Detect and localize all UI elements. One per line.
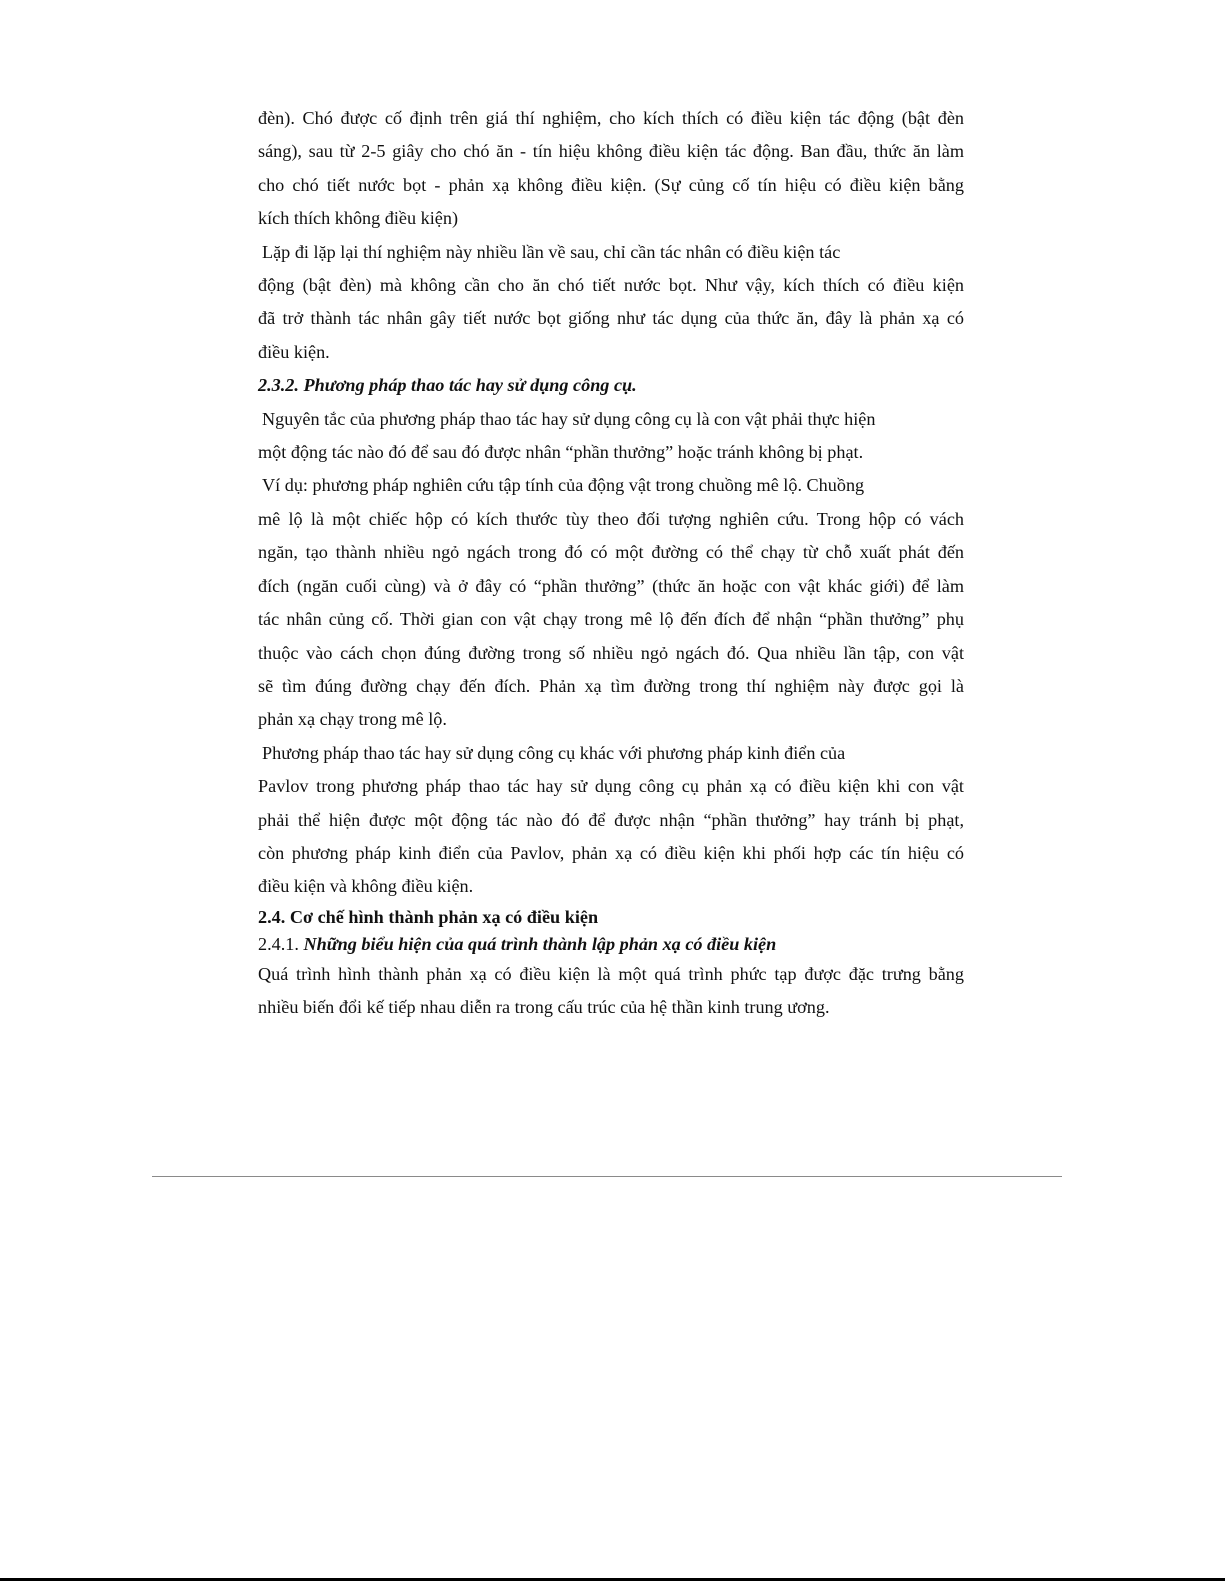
text-line: sáng), sau từ 2-5 giây cho chó ăn - tín hiệu không điều kiện tác động. Ban đầu, thức ăn làm	[258, 141, 964, 162]
text-line: Quá trình hình thành phản xạ có điều kiện là một quá trình phức tạp được đặc trưng bằng	[258, 963, 964, 984]
text-line: mê lộ là một chiếc hộp có kích thước tùy theo đối tượng nghiên cứu. Trong hộp có vách	[258, 508, 964, 529]
text-line: động (bật đèn) mà không cần cho ăn chó tiết nước bọt. Như vậy, kích thích có điều kiện	[258, 275, 964, 296]
subsection-number: 2.4.1.	[258, 933, 304, 954]
text-line: đã trở thành tác nhân gây tiết nước bọt giống như tác dụng của thức ăn, đây là phản xạ có	[258, 308, 964, 329]
document-body	[258, 102, 964, 1025]
text-line: thuộc vào cách chọn đúng đường trong số nhiều ngỏ ngách đó. Qua nhiều lần tập, con vật	[258, 642, 964, 663]
text-line: điều kiện và không điều kiện.	[258, 876, 474, 897]
paragraph-pavlov-experiment	[258, 102, 964, 236]
text-line: Phương pháp thao tác hay sử dụng công cụ khác với phương pháp kinh điển của	[262, 742, 846, 763]
text-line: kích thích không điều kiện)	[258, 208, 459, 229]
text-line: đèn). Chó được cố định trên giá thí nghiệm, cho kích thích có điều kiện tác động (bật đèn	[258, 108, 964, 128]
text-line: Ví dụ: phương pháp nghiên cứu tập tính của động vật trong chuồng mê lộ. Chuồng	[262, 475, 865, 496]
text-line: Nguyên tắc của phương pháp thao tác hay sử dụng công cụ là con vật phải thực hiện	[262, 408, 876, 429]
text-line: một động tác nào đó để sau đó được nhân “phần thưởng” hoặc tránh không bị phạt.	[258, 442, 864, 463]
paragraph-repeated-experiment	[258, 236, 964, 370]
text-line: nhiều biến đổi kế tiếp nhau diễn ra trong cấu trúc của hệ thần kinh trung ương.	[258, 997, 830, 1018]
footer-divider	[152, 1176, 1062, 1177]
paragraph-operant-principle	[258, 403, 964, 470]
section-heading-2-3-2: 2.3.2. Phương pháp thao tác hay sử dụng công cụ.	[258, 375, 637, 396]
text-line: phản xạ chạy trong mê lộ.	[258, 709, 447, 730]
text-line: còn phương pháp kinh điển của Pavlov, phản xạ có điều kiện khi phối hợp các tín hiệu có	[258, 842, 964, 863]
page-bottom-edge	[0, 1578, 1225, 1581]
text-line: tác nhân củng cố. Thời gian con vật chạy trong mê lộ đến đích để nhận “phần thưởng” phụ	[258, 609, 964, 630]
text-line: ngăn, tạo thành nhiều ngỏ ngách trong đó có một đường có thể chạy từ chỗ xuất phát đến	[258, 542, 964, 563]
text-line: sẽ tìm đúng đường chạy đến đích. Phản xạ tìm đường trong thí nghiệm này được gọi là	[258, 675, 964, 696]
subsection-heading-2-4-1	[258, 931, 964, 958]
text-line: điều kiện.	[258, 341, 330, 362]
text-line: Pavlov trong phương pháp thao tác hay sử dụng công cụ phản xạ có điều kiện khi con vật	[258, 776, 964, 797]
subsection-title: Những biểu hiện của quá trình thành lập phản xạ có điều kiện	[303, 933, 777, 954]
text-line: cho chó tiết nước bọt - phản xạ không điều kiện. (Sự củng cố tín hiệu có điều kiện bằng	[258, 174, 964, 195]
text-line: Lặp đi lặp lại thí nghiệm này nhiều lần về sau, chỉ cần tác nhân có điều kiện tác	[262, 241, 841, 262]
text-line: phải thể hiện được một động tác nào đó để được nhận “phần thưởng” hay tránh bị phạt,	[258, 809, 964, 830]
paragraph-maze-example	[258, 469, 964, 736]
text-line: đích (ngăn cuối cùng) và ở đây có “phần thưởng” (thức ăn hoặc con vật khác giới) để làm	[258, 575, 964, 596]
paragraph-formation-process	[258, 958, 964, 1025]
paragraph-method-comparison	[258, 737, 964, 904]
section-heading-2-4: 2.4. Cơ chế hình thành phản xạ có điều kiện	[258, 906, 599, 927]
